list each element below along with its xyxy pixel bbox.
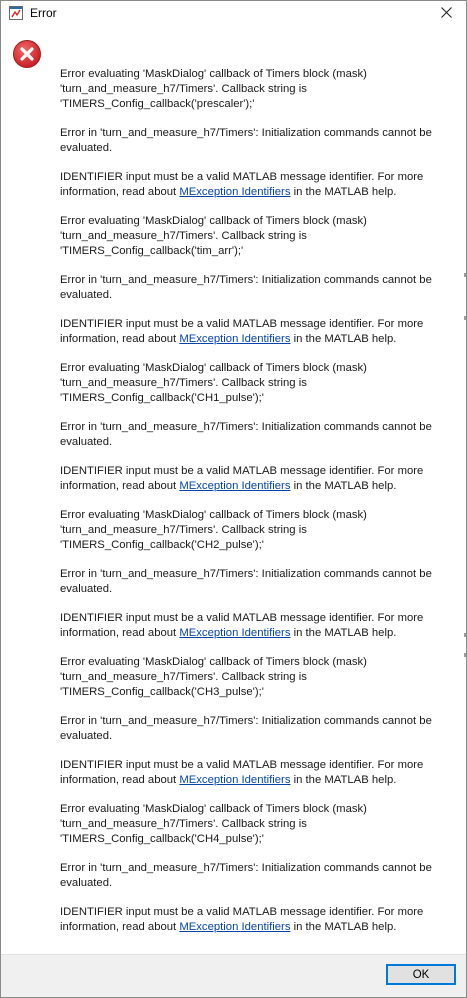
identifier-prefix: IDENTIFIER input must be a valid MATLAB message identifier. For more information, read about — [60, 759, 424, 786]
identifier-suffix: in the MATLAB help. — [290, 186, 397, 198]
evaluating-text: Error evaluating 'MaskDialog' callback of Timers block (mask) 'turn_and_measure_h7/Timers'. Callback string is 'TIMERS_Config_callback('CH4_pulse');' — [60, 803, 367, 845]
error-in-text: Error in 'turn_and_measure_h7/Timers': Initialization commands cannot be evaluated. — [60, 568, 432, 595]
mexception-identifiers-link[interactable]: MException Identifiers — [179, 627, 291, 639]
ok-button[interactable]: OK — [386, 964, 456, 985]
identifier-text — [60, 905, 450, 935]
identifier-text — [60, 464, 450, 494]
scrollbar-tick — [464, 273, 466, 277]
identifier-text — [60, 758, 450, 788]
message-block — [60, 67, 450, 200]
message-area — [60, 67, 450, 949]
evaluating-text: Error evaluating 'MaskDialog' callback of Timers block (mask) 'turn_and_measure_h7/Timers'. Callback string is 'TIMERS_Config_callback('CH2_pulse');' — [60, 509, 367, 551]
error-in-text: Error in 'turn_and_measure_h7/Timers': Initialization commands cannot be evaluated. — [60, 421, 432, 448]
close-button[interactable] — [426, 1, 466, 27]
mexception-identifiers-link[interactable]: MException Identifiers — [179, 186, 291, 198]
evaluating-text: Error evaluating 'MaskDialog' callback of Timers block (mask) 'turn_and_measure_h7/Timers'. Callback string is 'TIMERS_Config_callback('CH3_pulse');' — [60, 656, 367, 698]
identifier-suffix: in the MATLAB help. — [290, 333, 397, 345]
title-bar[interactable] — [1, 1, 466, 27]
identifier-prefix: IDENTIFIER input must be a valid MATLAB message identifier. For more information, read about — [60, 906, 424, 933]
error-in-text: Error in 'turn_and_measure_h7/Timers': Initialization commands cannot be evaluated. — [60, 862, 432, 889]
evaluating-text: Error evaluating 'MaskDialog' callback of Timers block (mask) 'turn_and_measure_h7/Timers'. Callback string is 'TIMERS_Config_callback('CH1_pulse');' — [60, 362, 367, 404]
mexception-identifiers-link[interactable]: MException Identifiers — [179, 480, 291, 492]
identifier-prefix: IDENTIFIER input must be a valid MATLAB message identifier. For more information, read about — [60, 318, 424, 345]
identifier-prefix: IDENTIFIER input must be a valid MATLAB message identifier. For more information, read about — [60, 171, 424, 198]
scrollbar-tick — [464, 653, 466, 657]
close-icon — [441, 5, 452, 23]
identifier-suffix: in the MATLAB help. — [290, 774, 397, 786]
scrollbar-tick — [464, 633, 466, 637]
message-block — [60, 361, 450, 494]
message-block — [60, 802, 450, 935]
evaluating-text: Error evaluating 'MaskDialog' callback of Timers block (mask) 'turn_and_measure_h7/Timers'. Callback string is 'TIMERS_Config_callback('prescaler');' — [60, 68, 367, 110]
message-block — [60, 508, 450, 641]
matlab-app-icon — [9, 6, 23, 20]
identifier-text — [60, 611, 450, 641]
identifier-suffix: in the MATLAB help. — [290, 480, 397, 492]
identifier-text — [60, 317, 450, 347]
mexception-identifiers-link[interactable]: MException Identifiers — [179, 921, 291, 933]
message-block — [60, 655, 450, 788]
error-circle-x-icon — [12, 39, 42, 69]
identifier-text — [60, 170, 450, 200]
identifier-suffix: in the MATLAB help. — [290, 627, 397, 639]
message-block — [60, 214, 450, 347]
identifier-suffix: in the MATLAB help. — [290, 921, 397, 933]
identifier-prefix: IDENTIFIER input must be a valid MATLAB message identifier. For more information, read about — [60, 612, 424, 639]
error-in-text: Error in 'turn_and_measure_h7/Timers': Initialization commands cannot be evaluated. — [60, 715, 432, 742]
scrollbar-tick — [464, 316, 466, 320]
window-title: Error — [30, 6, 57, 20]
evaluating-text: Error evaluating 'MaskDialog' callback of Timers block (mask) 'turn_and_measure_h7/Timers'. Callback string is 'TIMERS_Config_callback('tim_arr');' — [60, 215, 367, 257]
dialog-footer — [1, 954, 466, 997]
error-in-text: Error in 'turn_and_measure_h7/Timers': Initialization commands cannot be evaluated. — [60, 127, 432, 154]
mexception-identifiers-link[interactable]: MException Identifiers — [179, 333, 291, 345]
mexception-identifiers-link[interactable]: MException Identifiers — [179, 774, 291, 786]
error-in-text: Error in 'turn_and_measure_h7/Timers': Initialization commands cannot be evaluated. — [60, 274, 432, 301]
identifier-prefix: IDENTIFIER input must be a valid MATLAB message identifier. For more information, read about — [60, 465, 424, 492]
